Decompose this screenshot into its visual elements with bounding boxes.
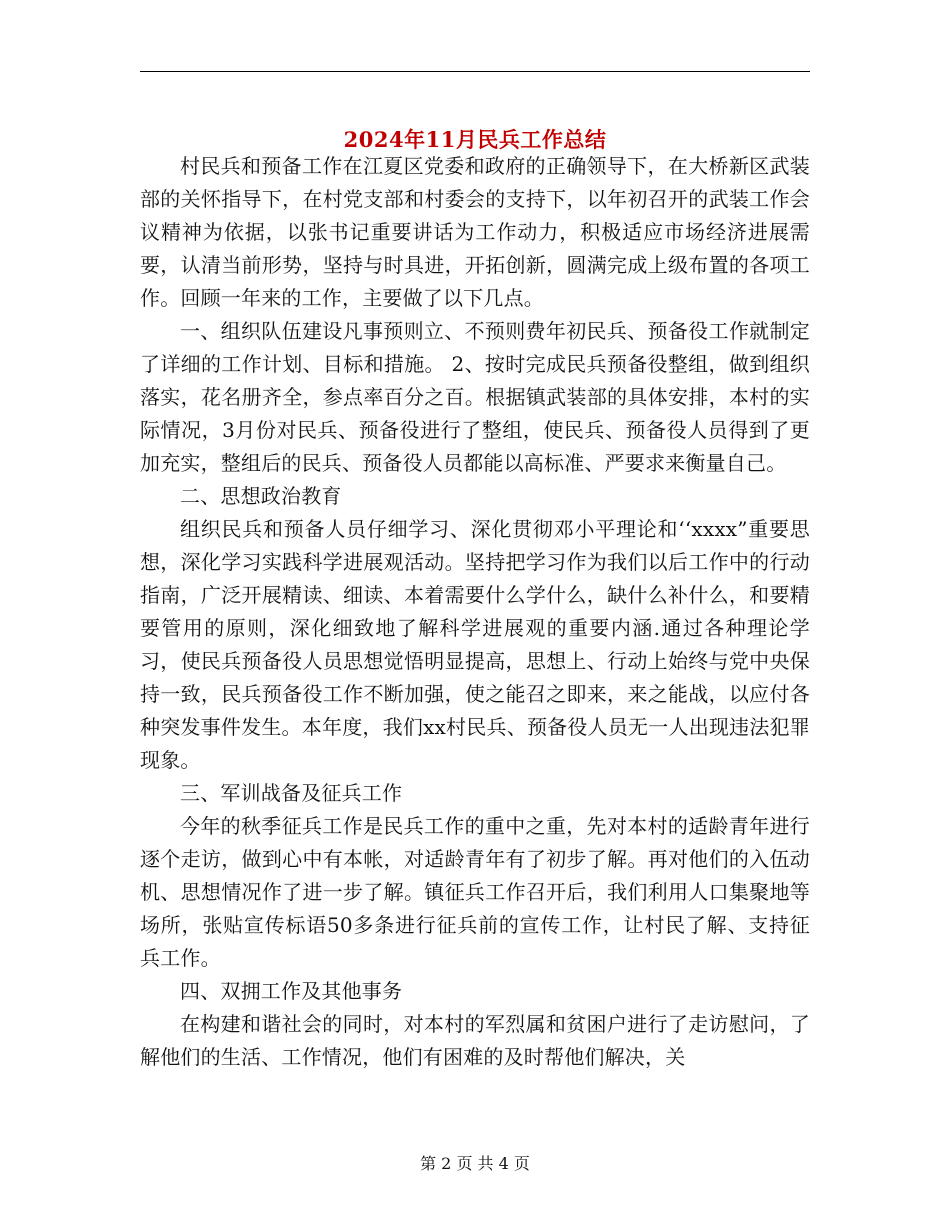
document-title: 2024年11月民兵工作总结 [343, 127, 607, 153]
section-heading-support-affairs: 四、双拥工作及其他事务 [180, 979, 403, 1003]
page-number: 第 2 页 共 4 页 [420, 1154, 530, 1173]
paragraph-recruitment: 今年的秋季征兵工作是民兵工作的重中之重，先对本村的适龄青年进行逐个走访，做到心中有本帐，对适龄青年有了初步了解。再对他们的入伍动机、思想情况作了进一步了解。镇征兵工作召开后，我们利用人口集聚地等场所，张贴宣传标语50多条进行征兵前的宣传工作，让村民了解、支持征兵工作。 [140, 814, 810, 970]
header-rule [140, 71, 810, 72]
section-heading-political-education: 二、思想政治教育 [180, 484, 342, 508]
document-body [140, 150, 810, 1074]
section-heading-training-recruitment: 三、军训战备及征兵工作 [180, 781, 403, 805]
paragraph-support-affairs: 在构建和谐社会的同时，对本村的军烈属和贫困户进行了走访慰问，了解他们的生活、工作情况，他们有困难的及时帮他们解决，关 [140, 1012, 810, 1069]
paragraph-intro: 村民兵和预备工作在江夏区党委和政府的正确领导下，在大桥新区武装部的关怀指导下，在村党支部和村委会的支持下，以年初召开的武装工作会议精神为依据，以张书记重要讲话为工作动力，积极适应市场经济进展需要，认清当前形势，坚持与时具进，开拓创新，圆满完成上级布置的各项工作。回顾一年来的工作，主要做了以下几点。 [140, 154, 810, 310]
paragraph-political-education: 组织民兵和预备人员仔细学习、深化贯彻邓小平理论和‘‘xxxx”重要思想，深化学习实践科学进展观活动。坚持把学习作为我们以后工作中的行动指南，广泛开展精读、细读、本着需要什么学什么，缺什么补什么，和要精要管用的原则，深化细致地了解科学进展观的重要内涵.通过各种理论学习，使民兵预备役人员思想觉悟明显提高，思想上、行动上始终与党中央保持一致，民兵预备役工作不断加强，使之能召之即来，来之能战，以应付各种突发事件发生。本年度，我们xx村民兵、预备役人员无一人出现违法犯罪现象。 [140, 517, 810, 772]
paragraph-organization: 一、组织队伍建设凡事预则立、不预则费年初民兵、预备役工作就制定了详细的工作计划、目标和措施。 2、按时完成民兵预备役整组，做到组织落实，花名册齐全，参点率百分之百。根据镇武装部的具体安排，本村的实际情况，3月份对民兵、预备役进行了整组，使民兵、预备役人员得到了更加充实，整组后的民兵、预备役人员都能以高标准、严要求来衡量自己。 [140, 319, 810, 475]
